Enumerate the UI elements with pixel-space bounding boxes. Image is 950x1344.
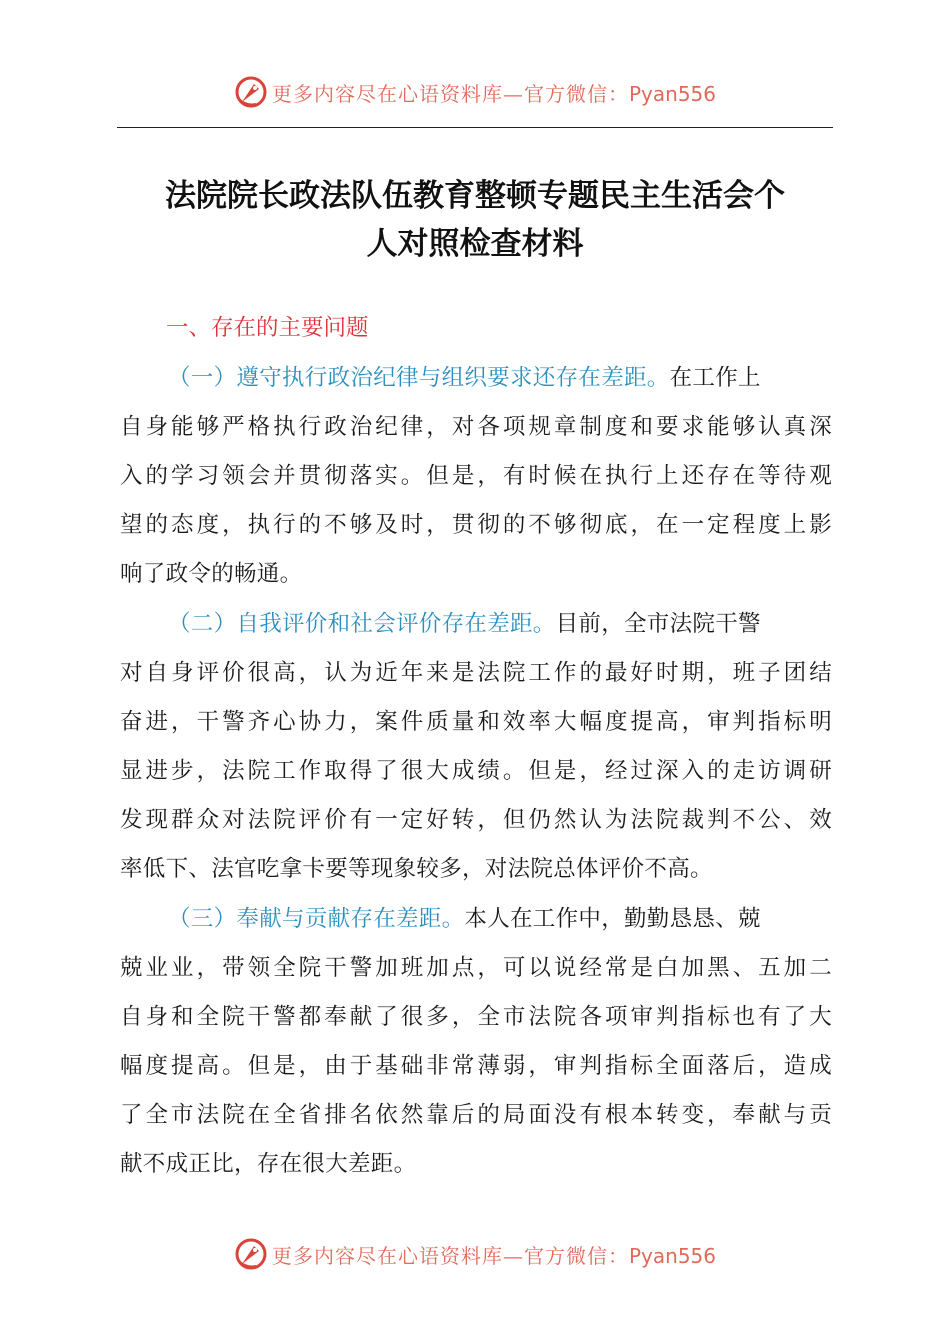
paragraph-text: 在工作上 bbox=[669, 365, 761, 391]
paragraph-first-line bbox=[120, 895, 832, 944]
paragraph-first-line bbox=[120, 354, 832, 403]
footer-banner bbox=[0, 1234, 950, 1274]
section-heading: 一、存在的主要问题 bbox=[166, 315, 369, 341]
paragraph-line: 对自身评价很高，认为近年来是法院工作的最好时期，班子团结 bbox=[120, 660, 832, 686]
paragraph bbox=[120, 895, 832, 1189]
pen-nib-logo-icon bbox=[234, 75, 268, 109]
banner-wechat-id: Pyan556 bbox=[628, 81, 716, 106]
paragraph-line: 发现群众对法院评价有一定好转，但仍然认为法院裁判不公、效 bbox=[120, 807, 832, 833]
paragraph-line: 望的态度，执行的不够及时，贯彻的不够彻底，在一定程度上影 bbox=[120, 512, 832, 538]
banner-text bbox=[272, 78, 716, 107]
paragraph-text: 目前，全市法院干警 bbox=[555, 611, 761, 637]
paragraph-line: 兢业业，带领全院干警加班加点，可以说经常是白加黑、五加二 bbox=[120, 955, 832, 981]
paragraph bbox=[120, 354, 832, 599]
banner-wechat-id: Pyan556 bbox=[628, 1243, 716, 1268]
banner-slogan: 更多内容尽在心语资料库—官方微信： bbox=[271, 81, 629, 106]
banner-text bbox=[272, 1240, 716, 1269]
paragraph bbox=[120, 600, 832, 894]
title-line: 法院院长政法队伍教育整顿专题民主生活会个 bbox=[165, 178, 785, 214]
paragraph-line: 入的学习领会并贯彻落实。但是，有时候在执行上还存在等待观 bbox=[120, 463, 832, 489]
paragraph-line: 响了政令的畅通。 bbox=[120, 561, 303, 587]
paragraph-label: （一）遵守执行政治纪律与组织要求还存在差距。 bbox=[168, 365, 670, 391]
pen-nib-logo-icon bbox=[234, 1237, 268, 1271]
header-divider bbox=[117, 127, 833, 128]
title-line: 人对照检查材料 bbox=[366, 226, 584, 262]
paragraph-line: 献不成正比，存在很大差距。 bbox=[120, 1151, 417, 1177]
paragraph-line: 率低下、法官吃拿卡要等现象较多，对法院总体评价不高。 bbox=[120, 856, 713, 882]
paragraph-first-line bbox=[120, 600, 832, 649]
paragraph-line: 奋进，干警齐心协力，案件质量和效率大幅度提高，审判指标明 bbox=[120, 709, 832, 735]
header-banner bbox=[0, 72, 950, 112]
banner-slogan: 更多内容尽在心语资料库—官方微信： bbox=[271, 1243, 629, 1268]
document-title bbox=[100, 172, 850, 268]
paragraph-line: 自身和全院干警都奉献了很多，全市法院各项审判指标也有了大 bbox=[120, 1004, 832, 1030]
paragraph-text: 本人在工作中，勤勤恳恳、兢 bbox=[464, 906, 761, 932]
paragraph-line: 自身能够严格执行政治纪律，对各项规章制度和要求能够认真深 bbox=[120, 414, 832, 440]
paragraph-label: （二）自我评价和社会评价存在差距。 bbox=[168, 611, 556, 637]
paragraph-label: （三）奉献与贡献存在差距。 bbox=[168, 906, 465, 932]
paragraph-line: 幅度提高。但是，由于基础非常薄弱，审判指标全面落后，造成 bbox=[120, 1053, 832, 1079]
paragraph-line: 显进步，法院工作取得了很大成绩。但是，经过深入的走访调研 bbox=[120, 758, 832, 784]
paragraph-line: 了全市法院在全省排名依然靠后的局面没有根本转变，奉献与贡 bbox=[120, 1102, 832, 1128]
